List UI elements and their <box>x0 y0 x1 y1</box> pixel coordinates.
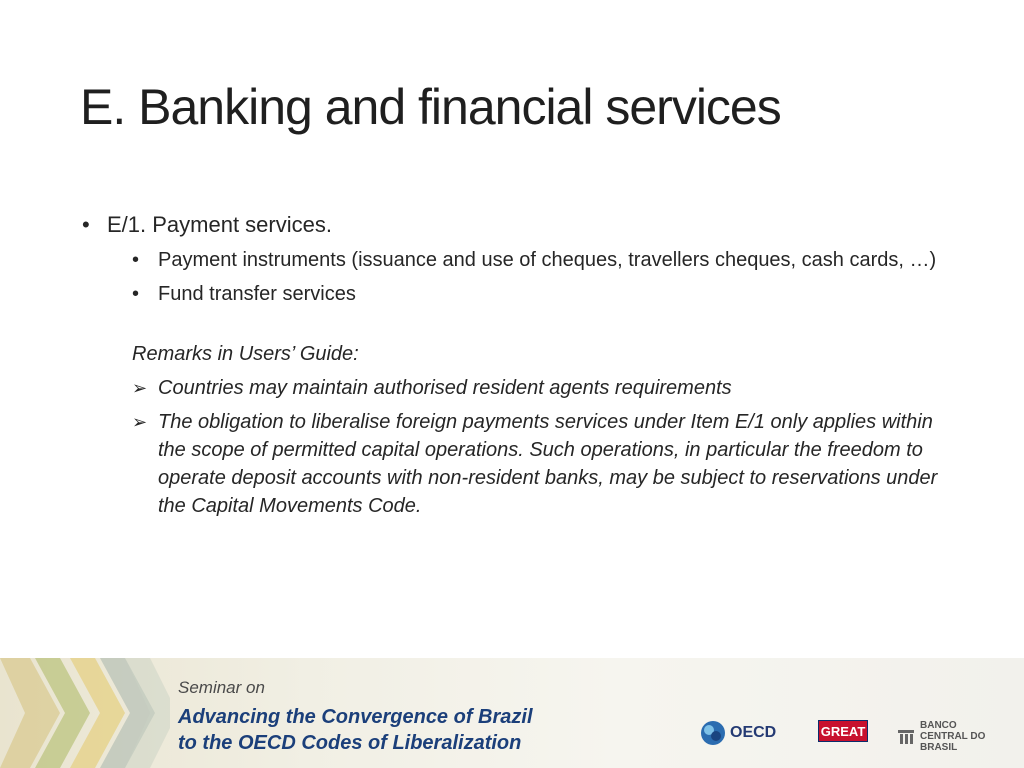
sub-bullet-payment-instruments <box>82 246 962 274</box>
banco-central-text: BANCO CENTRAL DO BRASIL <box>920 720 986 753</box>
remark-item-agents <box>82 374 962 402</box>
bullet-dot: • <box>132 249 140 271</box>
arrow-bullet-icon: ➢ <box>132 378 148 398</box>
great-logo-text: GREAT <box>818 720 868 742</box>
bullet-dot: • <box>132 283 140 305</box>
oecd-globe-icon <box>700 720 726 746</box>
remark-item-obligation <box>82 408 962 520</box>
bullet-payment-services <box>82 210 962 240</box>
seminar-title-line1: Advancing the Convergence of Brazil <box>178 706 533 728</box>
sub-bullet-text: Fund transfer services <box>158 283 356 305</box>
bullet-dot: • <box>82 212 90 237</box>
remark-text: Countries may maintain authorised resident agents requirements <box>158 377 732 399</box>
slide-body <box>82 210 962 520</box>
remarks-heading: Remarks in Users’ Guide: <box>132 343 359 365</box>
banco-central-emblem-icon <box>896 726 916 748</box>
decorative-pattern-icon <box>0 658 170 768</box>
remark-text: The obligation to liberalise foreign payments services under Item E/1 only applies within the scope of permitted capital operations. Such operations, in particular the freedom to operate deposit accounts with non-resident banks, may be subject to reservations under the Capital Movements Code. <box>158 411 938 517</box>
great-logo <box>818 720 868 742</box>
footer-banner <box>0 658 1024 768</box>
seminar-title-line2: to the OECD Codes of Liberalization <box>178 732 522 754</box>
oecd-logo <box>700 720 776 746</box>
sub-bullet-text: Payment instruments (issuance and use of cheques, travellers cheques, cash cards, …) <box>158 249 937 271</box>
sub-bullet-fund-transfer <box>82 280 962 308</box>
seminar-label: Seminar on <box>178 678 265 697</box>
arrow-bullet-icon: ➢ <box>132 412 148 432</box>
bullet-text: E/1. Payment services. <box>107 212 332 237</box>
oecd-logo-text: OECD <box>730 724 777 741</box>
banco-central-logo <box>896 720 998 753</box>
slide-title: E. Banking and financial services <box>80 79 781 135</box>
